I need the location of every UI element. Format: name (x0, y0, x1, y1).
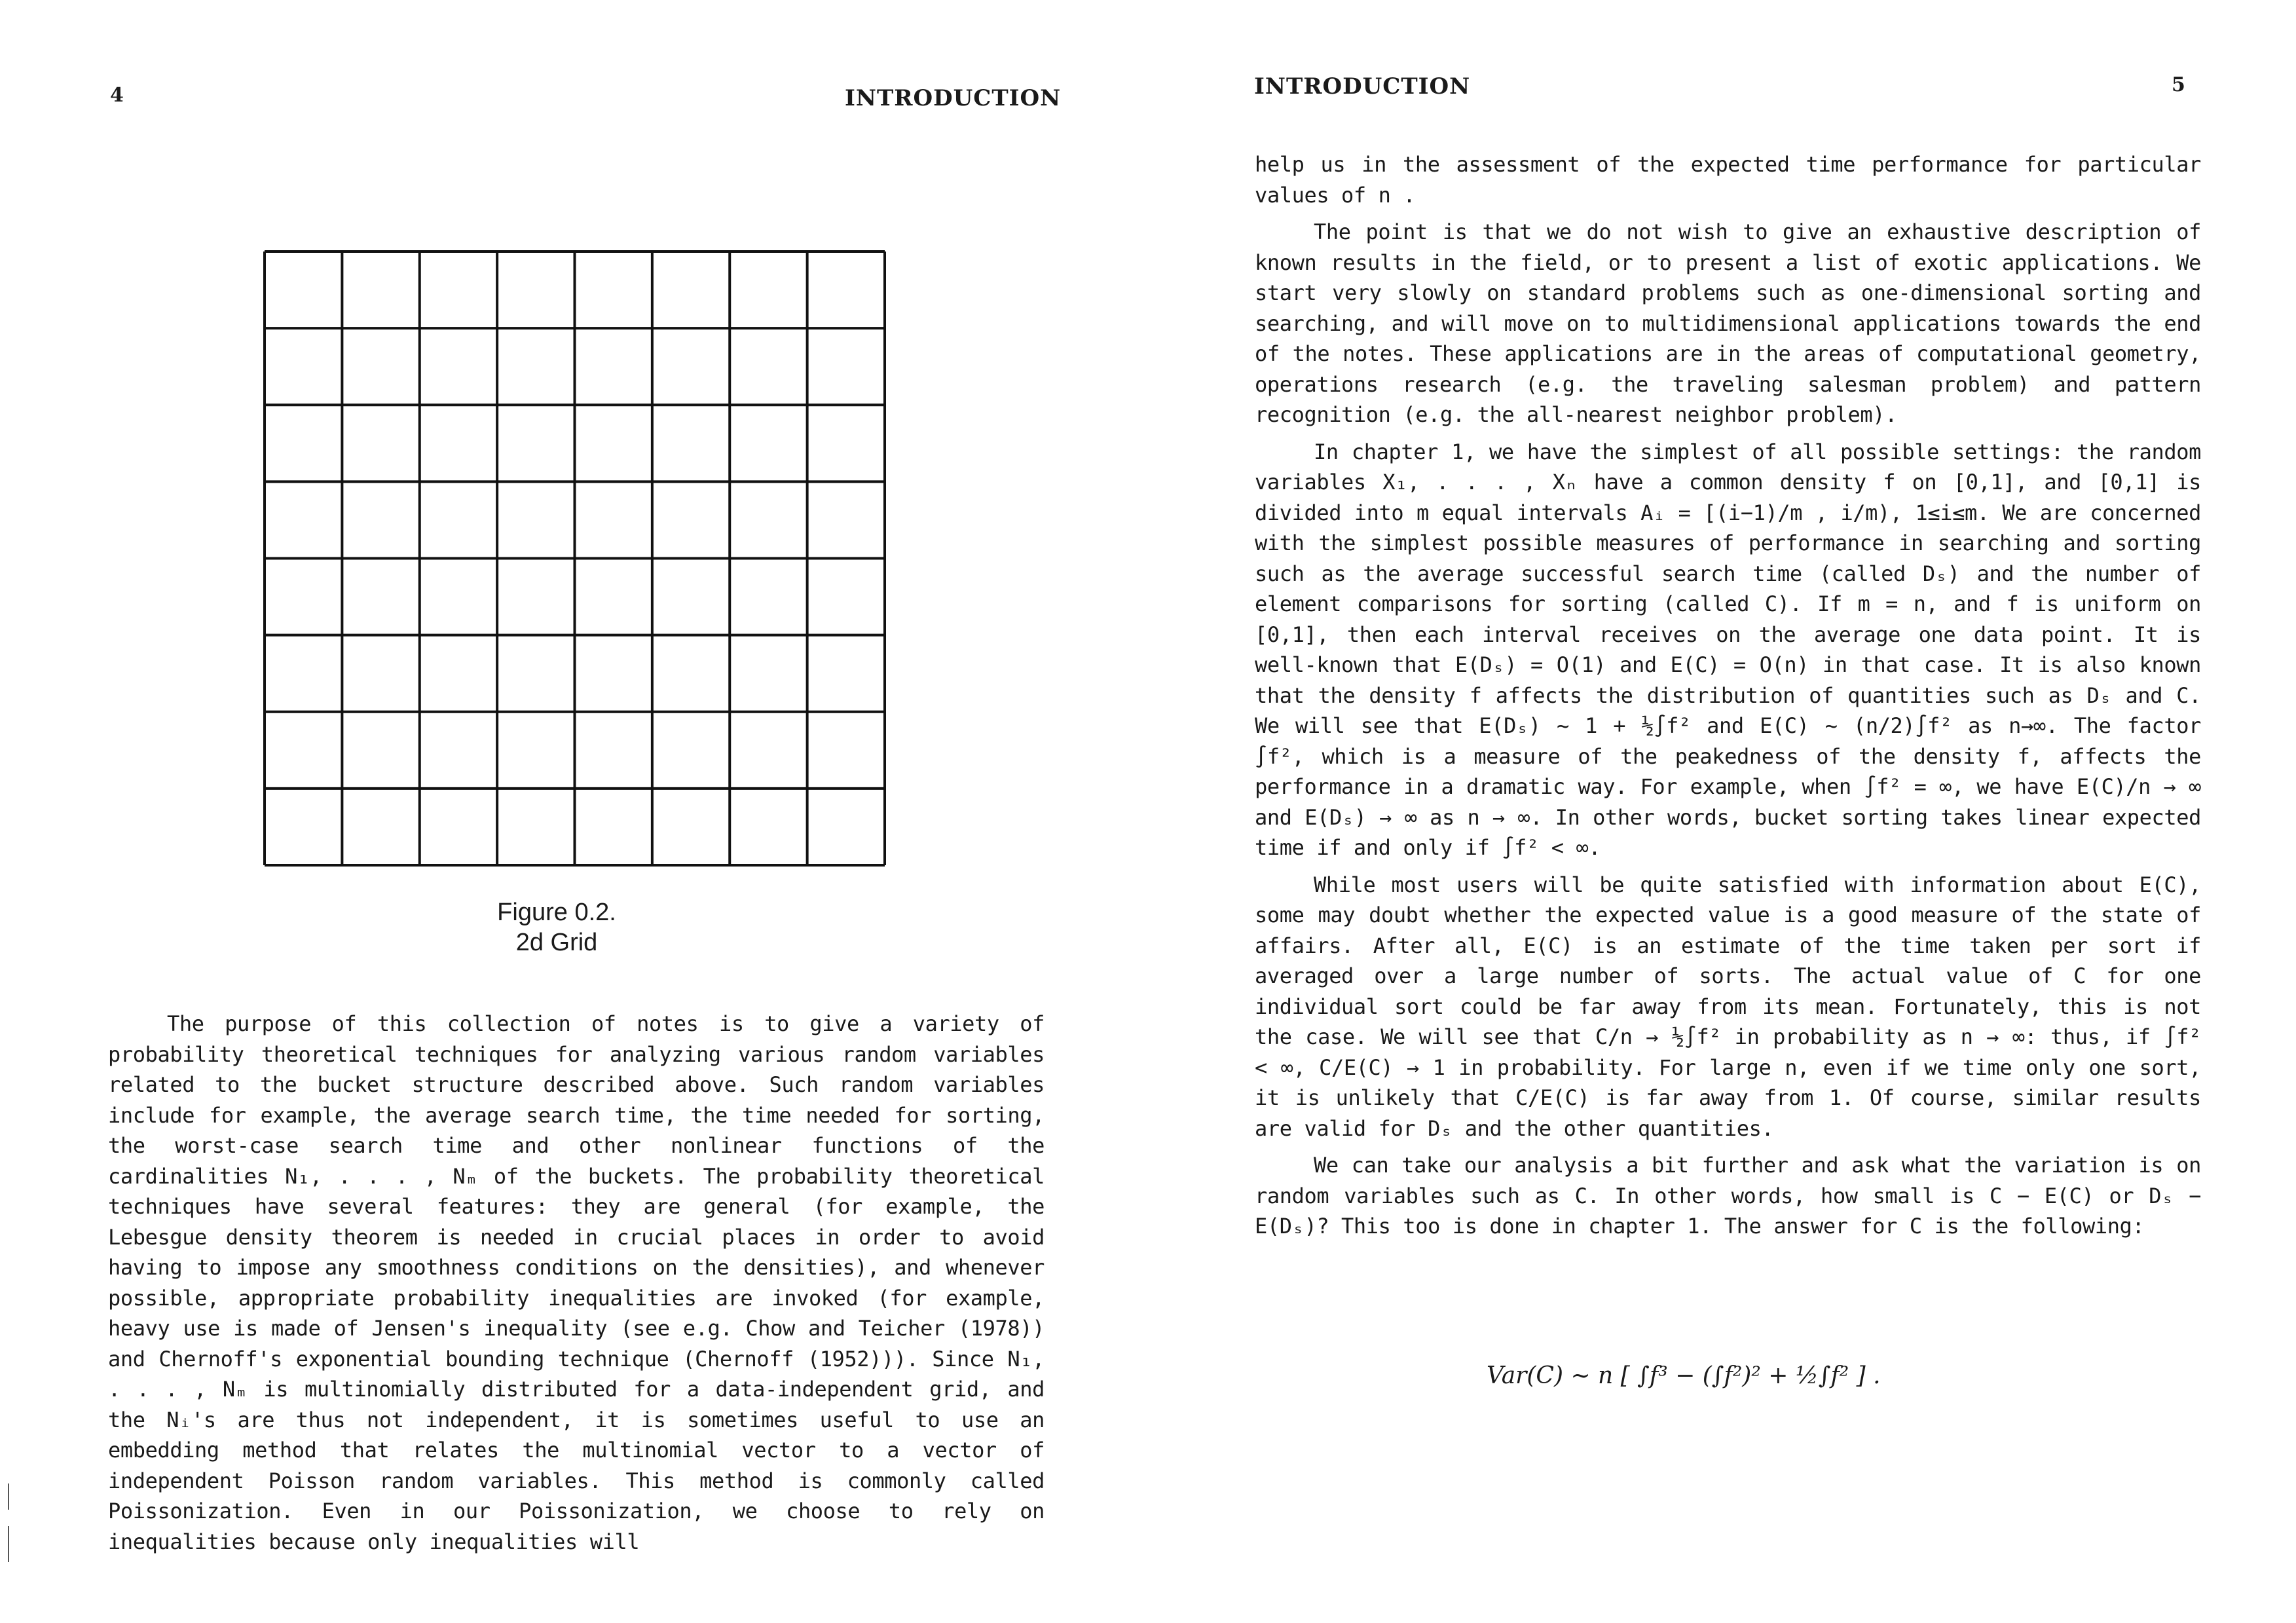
right-paragraph-5: We can take our analysis a bit further and ask what the variation is on random variables such as C. In other words, how small is C − E(C) or Dₛ − E(Dₛ)? This too is done in chapter 1. The answer for C is the following: (1255, 1153, 2201, 1239)
left-body-text (108, 1009, 1045, 1563)
right-running-head: INTRODUCTION (1254, 73, 1471, 100)
right-paragraph-1: help us in the assessment of the expected time performance for particular values of n . (1255, 152, 2201, 208)
right-paragraph-4: While most users will be quite satisfied with information about E(C), some may doubt whether the expected value is a good measure of the state of affairs. After all, E(C) is an estimate of the time taken per sort if averaged over a large number of sorts. The actual value of C for one individual sort could be far away from its mean. Fortunately, this is not the case. We will see that C/n → ½∫f² in probability as n → ∞: thus, if ∫f² < ∞, C/E(C) → 1 in probability. For large n, even if we time only one sort, it is unlikely that C/E(C) is far away from 1. Of course, similar results are valid for Dₛ and the other quantities. (1255, 872, 2201, 1141)
variance-formula: Var(C) ~ n [ ∫f³ − (∫f²)² + ½∫f² ] . (1487, 1362, 1881, 1389)
right-paragraph-2: The point is that we do not wish to give an exhaustive description of known results in the field, or to present a list of exotic applications. We start very slowly on standard problems such as one-dimensional sorting and searching, and will move on to multidimensional applications towards the end of the notes. These applications are in the areas of computational geometry, operations research (e.g. the traveling salesman problem) and pattern recognition (e.g. the all-nearest neighbor problem). (1255, 219, 2201, 427)
figure-label: Figure 0.2. (497, 899, 616, 926)
right-paragraph-3: In chapter 1, we have the simplest of all possible settings: the random variables X₁, . . . , Xₙ have a common density f on [0,1], and [0,1] is divided into m equal intervals Aᵢ = [(i−1)/m , i/m), 1≤i≤m. We are concerned with the simplest possible measures of performance in searching and sorting such as the average successful search time (called Dₛ) and the number of element comparisons for sorting (called C). If m = n, and f is uniform on [0,1], then each interval receives on the average one data point. It is well-known that E(Dₛ) = O(1) and E(C) = O(n) in that case. It is also known that the density f affects the distribution of quantities such as Dₛ and C. We will see that E(Dₛ) ~ 1 + ½∫f² and E(C) ~ (n/2)∫f² as n→∞. The factor ∫f², which is a measure of the peakedness of the density f, affects the performance in a dramatic way. For example, when ∫f² = ∞, we have E(C)/n → ∞ and E(Dₛ) → ∞ as n → ∞. In other words, bucket sorting takes linear expected time if and only if ∫f² < ∞. (1255, 439, 2201, 860)
right-body-text (1255, 149, 2201, 1248)
margin-mark (8, 1483, 9, 1510)
left-running-head: INTRODUCTION (845, 85, 1062, 111)
left-page-number: 4 (110, 84, 124, 107)
grid-figure (262, 249, 887, 868)
figure-title: 2d Grid (515, 929, 598, 956)
left-paragraph-1: The purpose of this collection of notes is to give a variety of probability theoretical techniques for analyzing various random variables related to the bucket structure described above. Such random variables include for example, the average search time, the time needed for sorting, the worst-case search time and other nonlinear functions of the cardinalities N₁, . . . , Nₘ of the buckets. The probability theoretical techniques have several features: they are general (for example, the Lebesgue density theorem is needed in crucial places in order to avoid having to impose any smoothness conditions on the densities), and whenever possible, appropriate probability inequalities are invoked (for example, heavy use is made of Jensen's inequality (see e.g. Chow and Teicher (1978)) and Chernoff's exponential bounding technique (Chernoff (1952))). Since N₁, . . . , Nₘ is multinomially distributed for a data-independent grid, and the Nᵢ's are thus not independent, it is sometimes useful to use an embedding method that relates the multinomial vector to a vector of independent Poisson random variables. This method is commonly called Poissonization. Even in our Poissonization, we choose to rely on inequalities because only inequalities will (108, 1011, 1045, 1554)
right-page (1148, 0, 2296, 1623)
margin-mark (8, 1526, 9, 1562)
right-page-number: 5 (2172, 73, 2185, 96)
